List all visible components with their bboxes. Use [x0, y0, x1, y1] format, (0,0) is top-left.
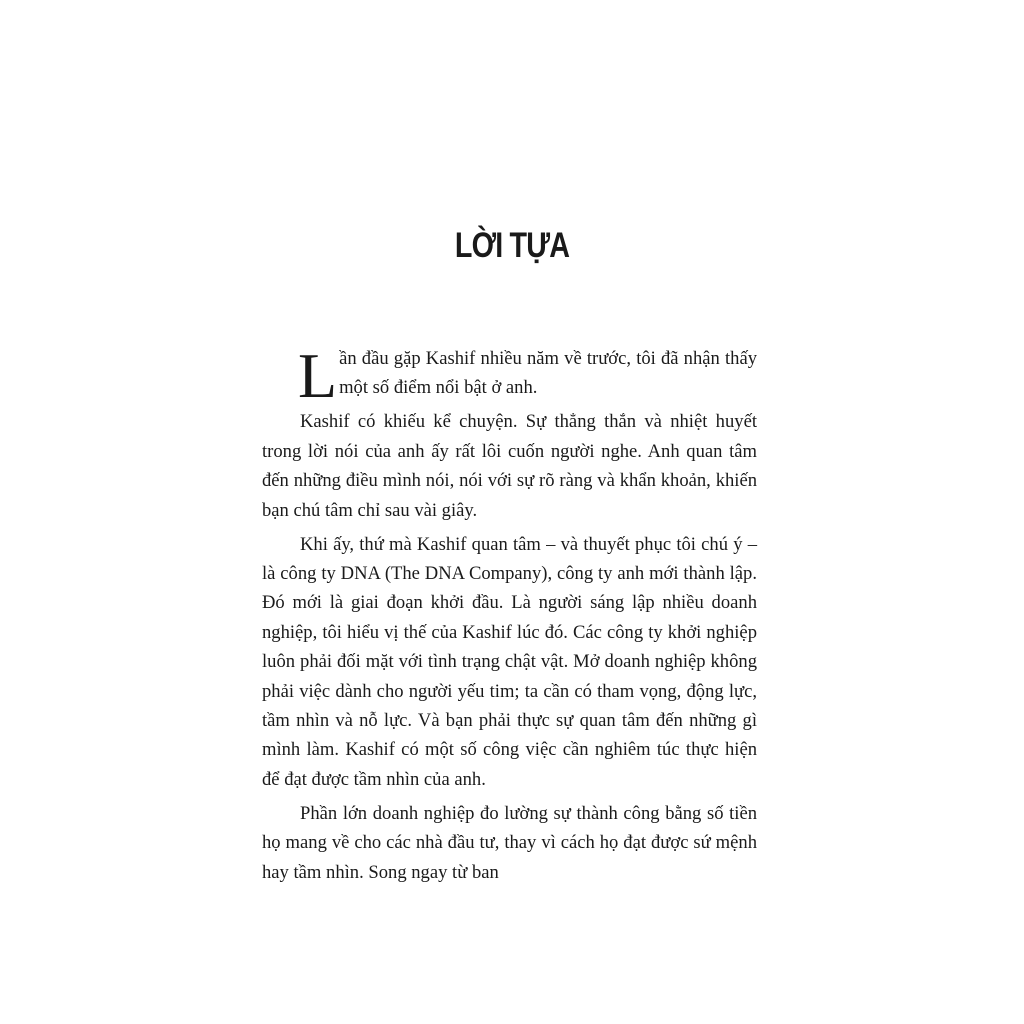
- paragraph-1: [262, 340, 757, 411]
- paragraph-3: Khi ấy, thứ mà Kashif quan tâm – và thuyết phục tôi chú ý – là công ty DNA (The DNA Company), công ty anh mới thành lập. Đó mới là giai đoạn khởi đầu. Là người sáng lập nhiều doanh nghiệp, tôi hiểu vị thế của Kashif lúc đó. Các công ty khởi nghiệp luôn phải đối mặt với tình trạng chật vật. Mở doanh nghiệp không phải việc dành cho người yếu tim; ta cần có tham vọng, động lực, tầm nhìn và nỗ lực. Và bạn phải thực sự quan tâm đến những gì mình làm. Kashif có một số công việc cần nghiêm túc thực hiện để đạt được tầm nhìn của anh.: [262, 533, 757, 790]
- paragraph-2: Kashif có khiếu kể chuyện. Sự thẳng thắn và nhiệt huyết trong lời nói của anh ấy rất lôi cuốn người nghe. Anh quan tâm đến những điều mình nói, nói với sự rõ ràng và khẩn khoản, khiến bạn chú tâm chỉ sau vài giây.: [262, 411, 757, 521]
- body-text: [262, 340, 757, 887]
- drop-cap-letter: L: [298, 340, 338, 411]
- paragraph-1-text: ần đầu gặp Kashif nhiều năm về trước, tôi đã nhận thấy một số điểm nổi bật ở anh.: [339, 348, 757, 399]
- chapter-title: LỜI TỰA: [454, 226, 570, 265]
- paragraph-4: Phần lớn doanh nghiệp đo lường sự thành công bằng số tiền họ mang về cho các nhà đầu tư, thay vì cách họ đạt được sứ mệnh hay tầm nhìn. Song ngay từ ban: [262, 802, 757, 883]
